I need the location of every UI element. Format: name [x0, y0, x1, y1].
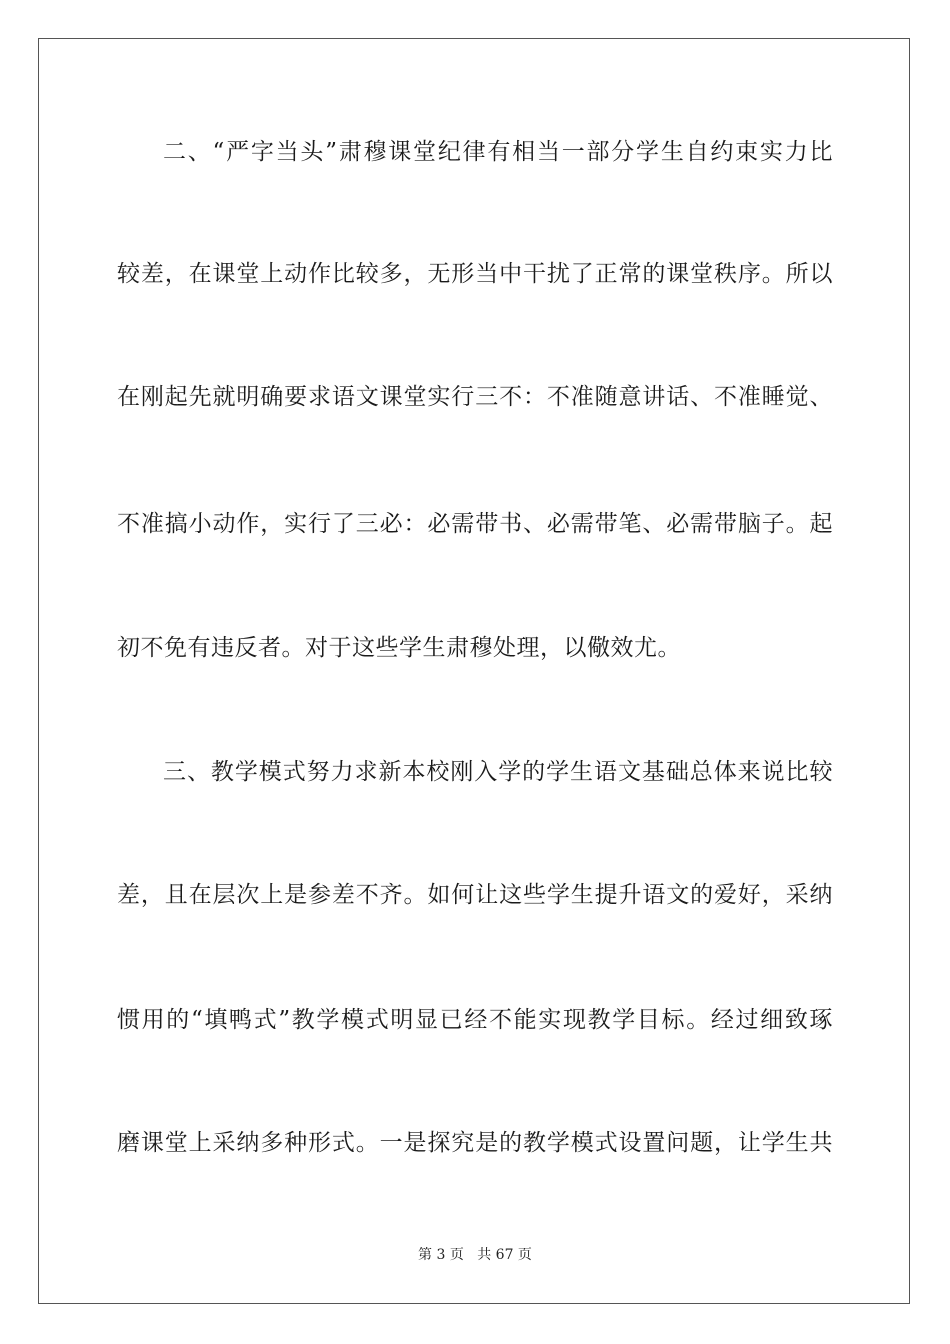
paragraph-3-line-4: 磨课堂上采纳多种形式。一是探究是的教学模式设置问题，让学生共 [117, 1130, 833, 1156]
page-number: 第 3 页 [418, 1247, 464, 1263]
page-border [38, 38, 910, 1304]
paragraph-2-line-2: 较差，在课堂上动作比较多，无形当中干扰了正常的课堂秩序。所以 [117, 261, 833, 287]
paragraph-3-line-3: 惯用的“填鸭式”教学模式明显已经不能实现教学目标。经过细致琢 [117, 1007, 833, 1033]
page-footer [0, 1246, 950, 1264]
paragraph-2-line-4: 不准搞小动作，实行了三必：必需带书、必需带笔、必需带脑子。起 [117, 511, 833, 537]
paragraph-2-line-3: 在刚起先就明确要求语文课堂实行三不：不准随意讲话、不准睡觉、 [117, 384, 833, 410]
paragraph-3-line-1: 三、教学模式努力求新本校刚入学的学生语文基础总体来说比较 [163, 759, 833, 785]
paragraph-3-line-2: 差，且在层次上是参差不齐。如何让这些学生提升语文的爱好，采纳 [117, 882, 833, 908]
paragraph-2-line-5: 初不免有违反者。对于这些学生肃穆处理，以儆效尤。 [117, 635, 681, 661]
total-pages: 共 67 页 [477, 1247, 532, 1263]
paragraph-2-line-1: 二、“严字当头”肃穆课堂纪律有相当一部分学生自约束实力比 [163, 139, 833, 165]
